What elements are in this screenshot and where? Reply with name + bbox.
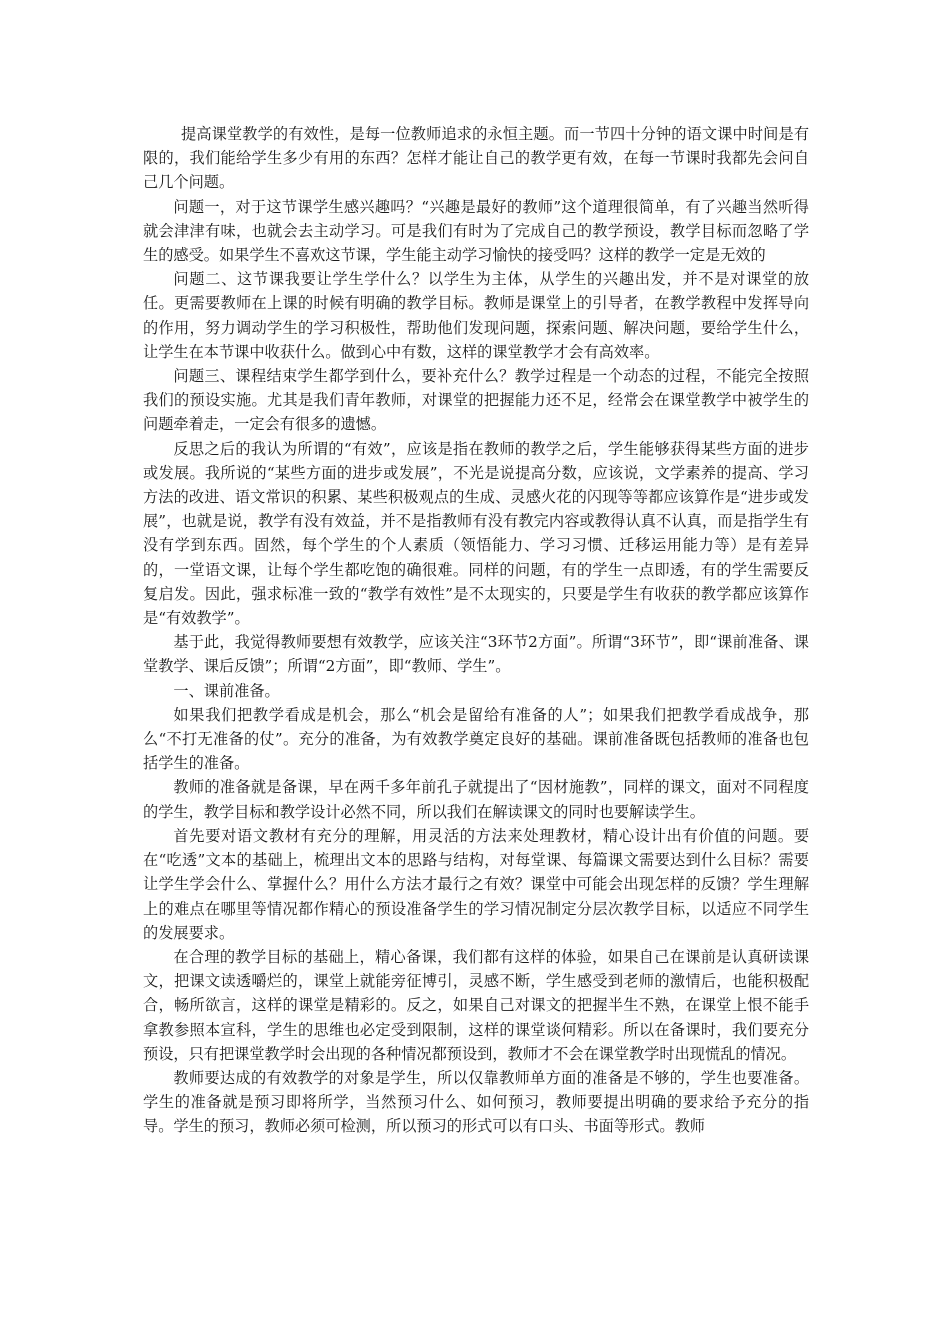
paragraph-lesson-prep: 教师的准备就是备课，早在两千多年前孔子就提出了“因材施教”，同样的课文，面对不同程度的学生，教学目标和教学设计必然不同，所以我们在解读课文的同时也要解读学生。: [143, 778, 809, 821]
paragraph-three-links: 基于此，我觉得教师要想有效教学，应该关注“3环节2方面”。所谓“3环节”，即“课前准备、课堂教学、课后反馈”；所谓“2方面”，即“教师、学生”。: [143, 633, 809, 676]
paragraph-student-prep: 教师要达成的有效教学的对象是学生，所以仅靠教师单方面的准备是不够的，学生也要准备。学生的准备就是预习即将所学，当然预习什么、如何预习，教师要提出明确的要求给予充分的指导。学生的预习，教师必须可检测，所以预习的形式可以有口头、书面等形式。教师: [143, 1068, 809, 1136]
paragraph-question-1: 问题一，对于这节课学生感兴趣吗？“兴趣是最好的教师”这个道理很简单，有了兴趣当然听得就会津津有味，也就会去主动学习。可是我们有时为了完成自己的教学预设，教学目标而忽略了学生的感受。如果学生不喜欢这节课，学生能主动学习愉快的接受吗？这样的教学一定是无效的: [143, 197, 809, 265]
paragraph-reflection: 反思之后的我认为所谓的“有效”，应该是指在教师的教学之后，学生能够获得某些方面的进步或发展。我所说的“某些方面的进步或发展”，不光是说提高分数，应该说，文学素养的提高、学习方法的改进、语文常识的积累、某些积极观点的生成、灵感火花的闪现等等都应该算作是“进步或发展”，也就是说，教学有没有效益，并不是指教师有没有教完内容或教得认真不认真，而是指学生有没有学到东西。固然，每个学生的个人素质（领悟能力、学习习惯、迁移运用能力等）是有差异的，一堂语文课，让每个学生都吃饱的确很难。同样的问题，有的学生一点即透，有的学生需要反复启发。因此，强求标准一致的“教学有效性”是不太现实的，只要是学生有收获的教学都应该算作是“有效教学”。: [143, 439, 809, 628]
section-heading-preparation: 一、课前准备。: [173, 681, 280, 700]
paragraph-question-3: 问题三、课程结束学生都学到什么，要补充什么？教学过程是一个动态的过程，不能完全按照我们的预设实施。尤其是我们青年教师，对课堂的把握能力还不足，经常会在课堂教学中被学生的问题牵着走，一定会有很多的遗憾。: [143, 367, 809, 434]
paragraph-intro: 提高课堂教学的有效性，是每一位教师追求的永恒主题。而一节四十分钟的语文课中时间是有限的，我们能给学生多少有用的东西？怎样才能让自己的教学更有效，在每一节课时我都先会问自己几个问题。: [143, 125, 809, 192]
document-body: [143, 122, 809, 1139]
paragraph-textbook: 首先要对语文教材有充分的理解，用灵活的方法来处理教材，精心设计出有价值的问题。要在“吃透”文本的基础上，梳理出文本的思路与结构，对每堂课、每篇课文需要达到什么目标？需要让学生学会什么、掌握什么？用什么方法才最行之有效？课堂中可能会出现怎样的反馈？学生理解上的难点在哪里等情况都作精心的预设准备学生的学习情况制定分层次教学目标，以适应不同学生的发展要求。: [143, 826, 809, 942]
paragraph-question-2: 问题二、这节课我要让学生学什么？以学生为主体，从学生的兴趣出发，并不是对课堂的放任。更需要教师在上课的时候有明确的教学目标。教师是课堂上的引导者，在教学教程中发挥导向的作用，努力调动学生的学习积极性，帮助他们发现问题，探索问题、解决问题，要给学生什么，让学生在本节课中收获什么。做到心中有数，这样的课堂教学才会有高效率。: [143, 270, 809, 361]
paragraph-opportunity: 如果我们把教学看成是机会，那么“机会是留给有准备的人”；如果我们把教学看成战争，那么“不打无准备的仗”。充分的准备，为有效教学奠定良好的基础。课前准备既包括教师的准备也包括学生的准备。: [143, 705, 809, 773]
paragraph-goals: 在合理的教学目标的基础上，精心备课，我们都有这样的体验，如果自己在课前是认真研读课文，把课文读透嚼烂的，课堂上就能旁征博引，灵感不断，学生感受到老师的激情后，也能积极配合，畅所欲言，这样的课堂是精彩的。反之，如果自己对课文的把握半生不熟，在课堂上恨不能手拿教参照本宣科，学生的思维也必定受到限制，这样的课堂谈何精彩。所以在备课时，我们要充分预设，只有把课堂教学时会出现的各种情况都预设到，教师才不会在课堂教学时出现慌乱的情况。: [143, 947, 809, 1063]
